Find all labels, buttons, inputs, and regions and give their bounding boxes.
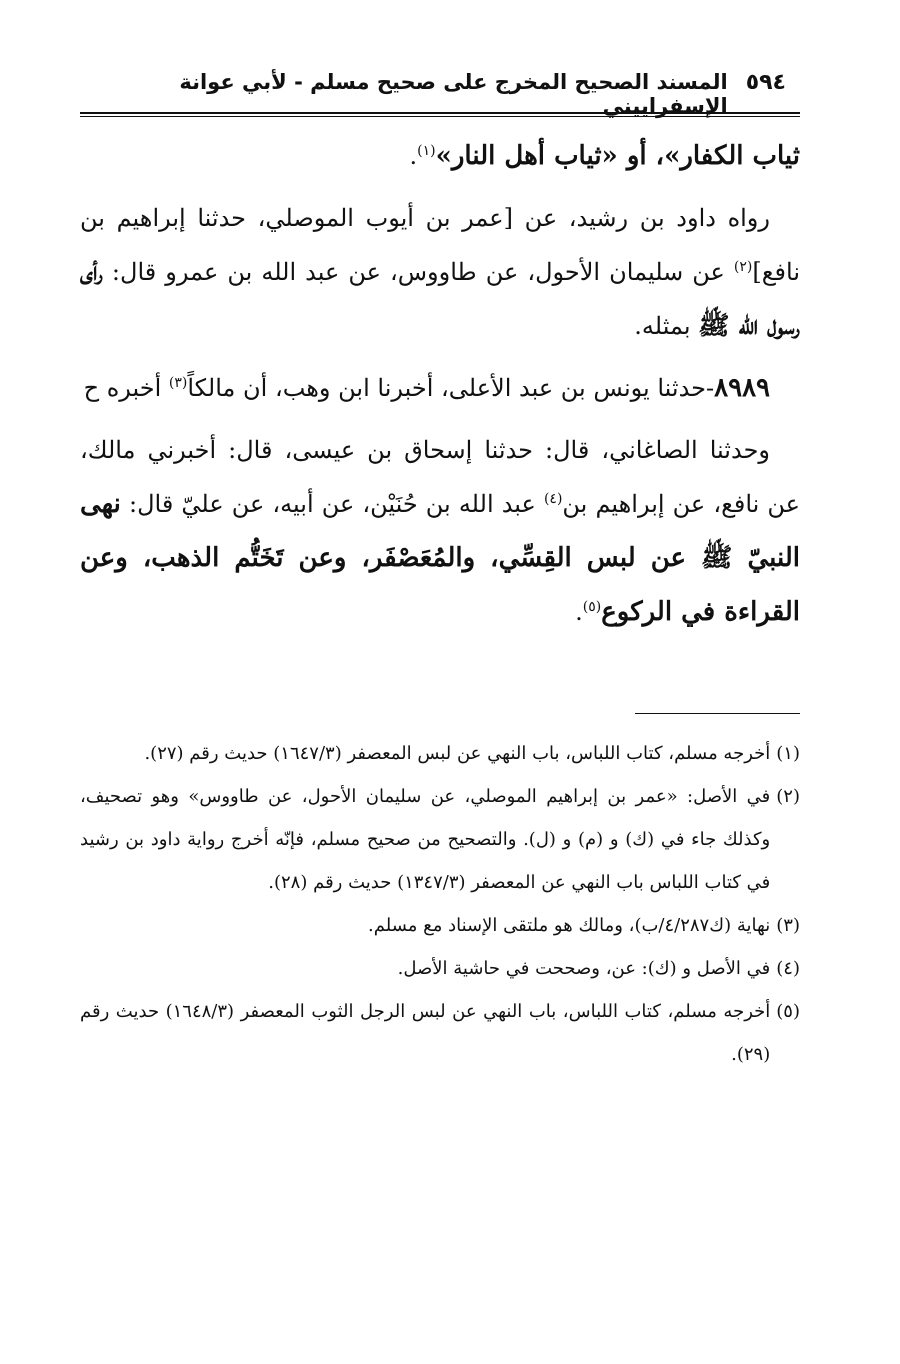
footnote-text: أخرجه مسلم، كتاب اللباس، باب النهي عن لبس المعصفر (١٦٤٧/٣) حديث رقم (٢٧).	[144, 743, 771, 764]
footnote	[80, 775, 800, 904]
isnad-text: رواه داود بن رشيد، عن [عمر بن أيوب الموصلي، حدثنا إبراهيم بن نافع]	[80, 204, 800, 286]
hadith-text: نهى النبيّ ﷺ عن لبس القِسِّي، والمُعَصْفَر، وعن تَخَتُّم الذهب، وعن القراءة في الركوع	[80, 489, 800, 627]
footnote-number: (٢)	[776, 786, 800, 807]
footnote-ref-1[interactable]: (١)	[417, 143, 436, 159]
running-title: المسند الصحيح المخرج على صحيح مسلم - لأبي عوانة الإسفراييني	[179, 70, 728, 118]
paragraph-4	[80, 423, 800, 639]
footnote-separator	[635, 713, 800, 714]
footnote-number: (٣)	[776, 915, 800, 936]
isnad-text-cont: أخبره ح	[83, 374, 169, 402]
footnote-ref-4[interactable]: (٤)	[543, 491, 563, 507]
footnote-ref-2[interactable]: (٢)	[733, 259, 753, 275]
isnad-text: وحدثنا الصاغاني، قال: حدثنا إسحاق بن عيسى، قال: أخبرني مالك، عن نافع، عن إبراهيم بن	[80, 436, 800, 518]
footnote-ref-5[interactable]: (٥)	[582, 599, 602, 615]
hadith-number: ٨٩٨٩	[714, 373, 770, 403]
footnote-text: في الأصل و (ك): عن، وصححت في حاشية الأصل.	[397, 958, 771, 979]
isnad-text-cont: عن سليمان الأحول، عن طاووس، عن عبد الله بن عمرو قال:	[102, 258, 734, 286]
running-header	[80, 70, 800, 118]
footnote	[80, 732, 800, 775]
hadith-text: ثياب الكفار»، أو «ثياب أهل النار»	[435, 141, 800, 171]
hadith-text: رأى رسول الله ﷺ	[80, 257, 800, 341]
isnad-end: بمثله.	[634, 312, 699, 340]
footnote	[80, 990, 800, 1076]
book-page	[80, 70, 800, 1076]
footnote-text: نهاية (ك٤/٢٨٧/ب)، ومالك هو ملتقى الإسناد مع مسلم.	[368, 915, 771, 936]
main-text	[80, 129, 800, 639]
footnote	[80, 947, 800, 990]
footnote	[80, 904, 800, 947]
footnote-number: (٥)	[776, 1001, 800, 1022]
footnote-number: (٤)	[776, 958, 800, 979]
footnote-ref-3[interactable]: (٣)	[168, 375, 188, 391]
page-number: ٥٩٤	[745, 70, 786, 95]
isnad-text: -حدثنا يونس بن عبد الأعلى، أخبرنا ابن وهب، أن مالكاً	[187, 374, 715, 402]
paragraph-2	[80, 191, 800, 353]
isnad-text-cont: عبد الله بن حُنَيْن، عن أبيه، عن عليّ قال:	[120, 490, 544, 518]
paragraph-3	[80, 361, 800, 415]
footnotes	[80, 732, 800, 1076]
footnote-text: أخرجه مسلم، كتاب اللباس، باب النهي عن لبس الرجل الثوب المعصفر (١٦٤٨/٣) حديث رقم (٢٩).	[80, 1001, 771, 1065]
period: .	[409, 142, 418, 170]
paragraph-1	[80, 129, 800, 183]
footnote-text: في الأصل: «عمر بن إبراهيم الموصلي، عن سليمان الأحول، عن طاووس» وهو تصحيف، وكذلك جاء في (ك) و (م) و (ل). والتصحيح من صحيح مسلم، فإنّه أخرج رواية داود بن رشيد في كتاب اللباس باب النهي عن المعصفر (١٣٤٧/٣) حديث رقم (٢٨).	[80, 786, 771, 893]
period: .	[575, 598, 583, 626]
footnote-number: (١)	[776, 743, 800, 764]
